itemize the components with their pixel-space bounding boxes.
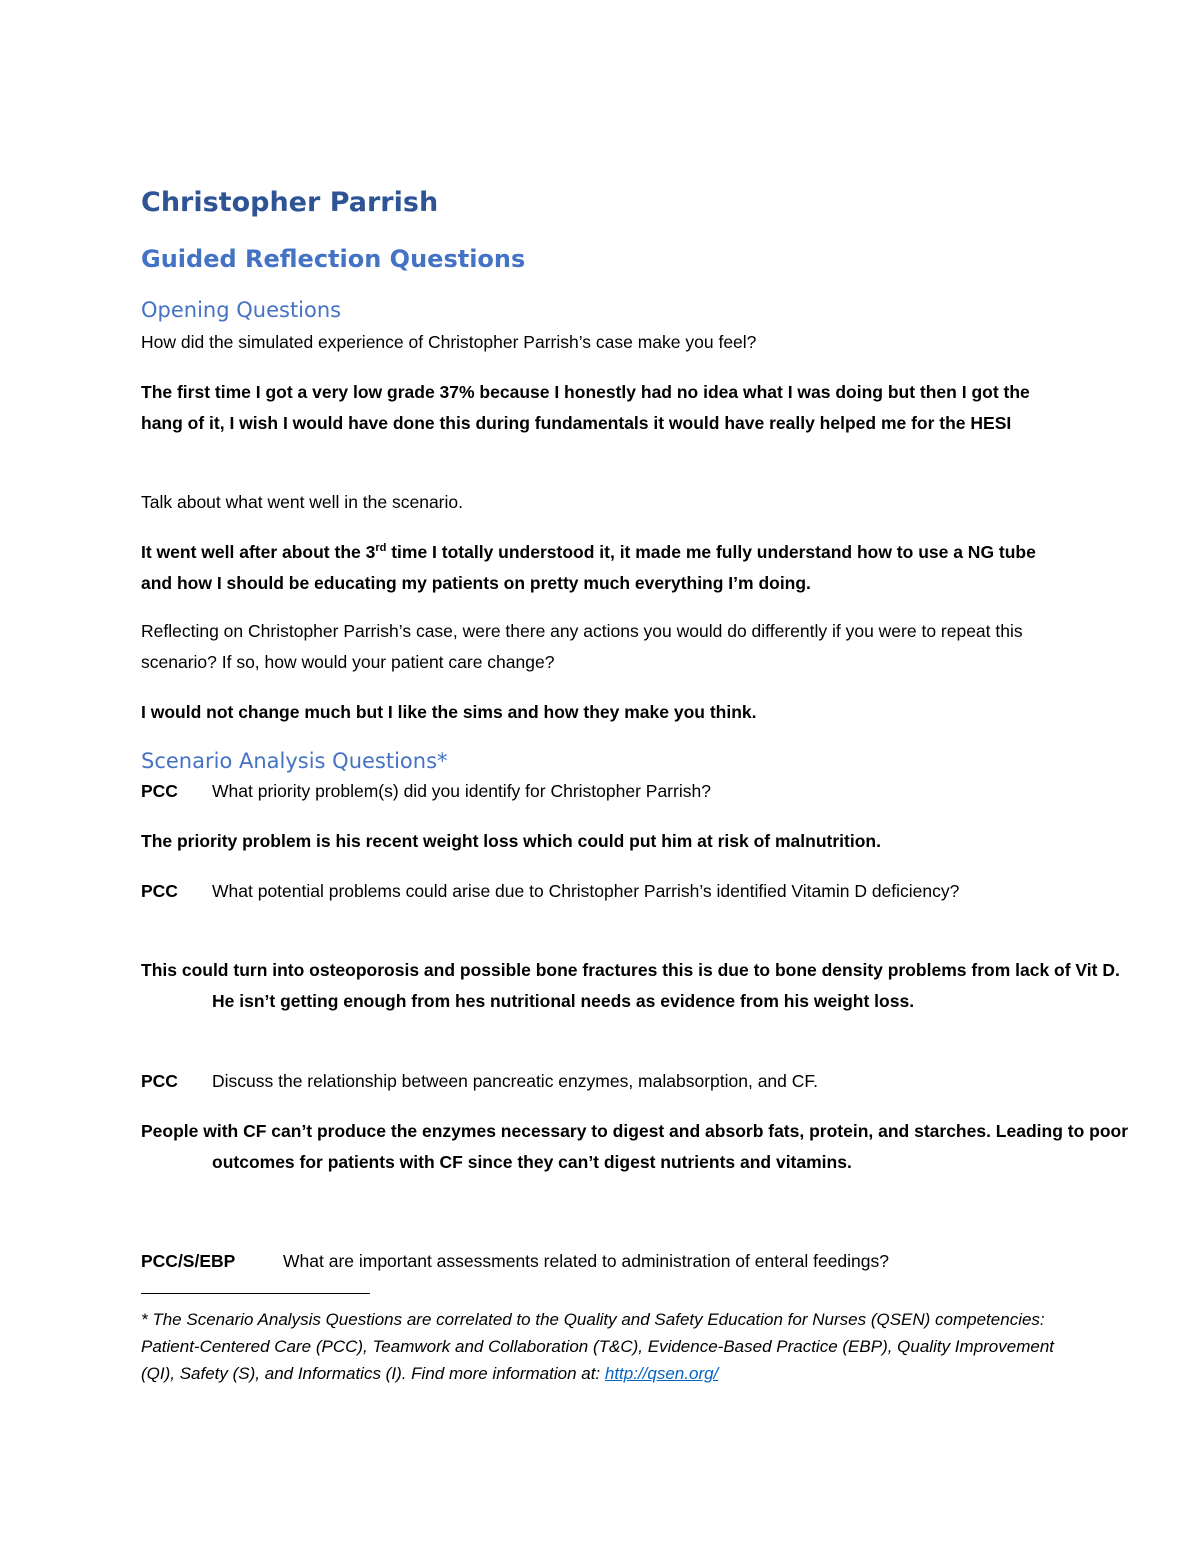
answer-2-text-start: It went well after about the 3: [141, 542, 376, 562]
scenario-question: What potential problems could arise due to Christopher Parrish’s identified Vitamin D deficiency?: [212, 881, 960, 901]
opening-answer-3: I would not change much but I like the sims and how they make you think.: [141, 702, 757, 722]
opening-questions-heading: Opening Questions: [141, 298, 342, 322]
competency-tag: PCC: [141, 781, 178, 801]
scenario-question-row: [141, 776, 1061, 807]
opening-answer-2: [141, 537, 1061, 598]
scenario-question: What priority problem(s) did you identify for Christopher Parrish?: [212, 781, 711, 801]
scenario-answer: This could turn into osteoporosis and possible bone fractures this is due to bone density problems from lack of Vit D. He isn’t getting enough from hes nutritional needs as evidence from his weight loss.: [141, 960, 1120, 1011]
scenario-question-row: [141, 876, 1061, 907]
answer-2-text-end: time I totally understood it, it made me fully understand how to use a NG tube and how I should be educating my patients on pretty much everything I’m doing.: [141, 542, 1036, 593]
opening-answer-1: The first time I got a very low grade 37% because I honestly had no idea what I was doing but then I got the hang of it, I wish I would have done this during fundamentals it would have really helped me for the HESI: [141, 382, 1030, 433]
opening-question-1: How did the simulated experience of Christopher Parrish’s case make you feel?: [141, 332, 757, 352]
footnote-mark: *: [141, 1310, 148, 1329]
scenario-question-row: [141, 1066, 1061, 1097]
footnote: [141, 1306, 1061, 1387]
competency-tag: PCC: [141, 881, 178, 901]
scenario-question: Discuss the relationship between pancreatic enzymes, malabsorption, and CF.: [212, 1071, 819, 1091]
document-page: [141, 0, 1129, 1553]
opening-question-2: Talk about what went well in the scenario.: [141, 492, 463, 512]
scenario-question-row: [141, 1246, 1061, 1277]
document-subtitle: Guided Reflection Questions: [141, 245, 526, 273]
qsen-link[interactable]: http://qsen.org/: [604, 1364, 719, 1383]
competency-tag: PCC: [141, 1071, 178, 1091]
footnote-separator: [141, 1293, 370, 1294]
scenario-analysis-heading: Scenario Analysis Questions*: [141, 749, 448, 773]
opening-question-3: Reflecting on Christopher Parrish’s case, were there any actions you would do differently if you were to repeat this scenario? If so, how would your patient care change?: [141, 621, 1023, 672]
competency-tag: PCC/S/EBP: [141, 1251, 236, 1271]
ordinal-suffix: rd: [375, 542, 387, 555]
scenario-answer: People with CF can’t produce the enzymes necessary to digest and absorb fats, protein, and starches. Leading to poor outcomes for patients with CF since they can’t digest nutrients and vitamins.: [141, 1121, 1129, 1172]
scenario-question: What are important assessments related to administration of enteral feedings?: [283, 1251, 890, 1271]
document-title: Christopher Parrish: [141, 187, 439, 218]
footnote-text: The Scenario Analysis Questions are correlated to the Quality and Safety Education for Nurses (QSEN) competencies: Patient-Centered Care (PCC), Teamwork and Collaboration (T&C), Evidence-Based Practice (EBP), Quality Improvement (QI), Safety (S), and Informatics (I). Find more information at:: [141, 1310, 1055, 1383]
scenario-answer: The priority problem is his recent weight loss which could put him at risk of malnutrition.: [141, 831, 881, 851]
